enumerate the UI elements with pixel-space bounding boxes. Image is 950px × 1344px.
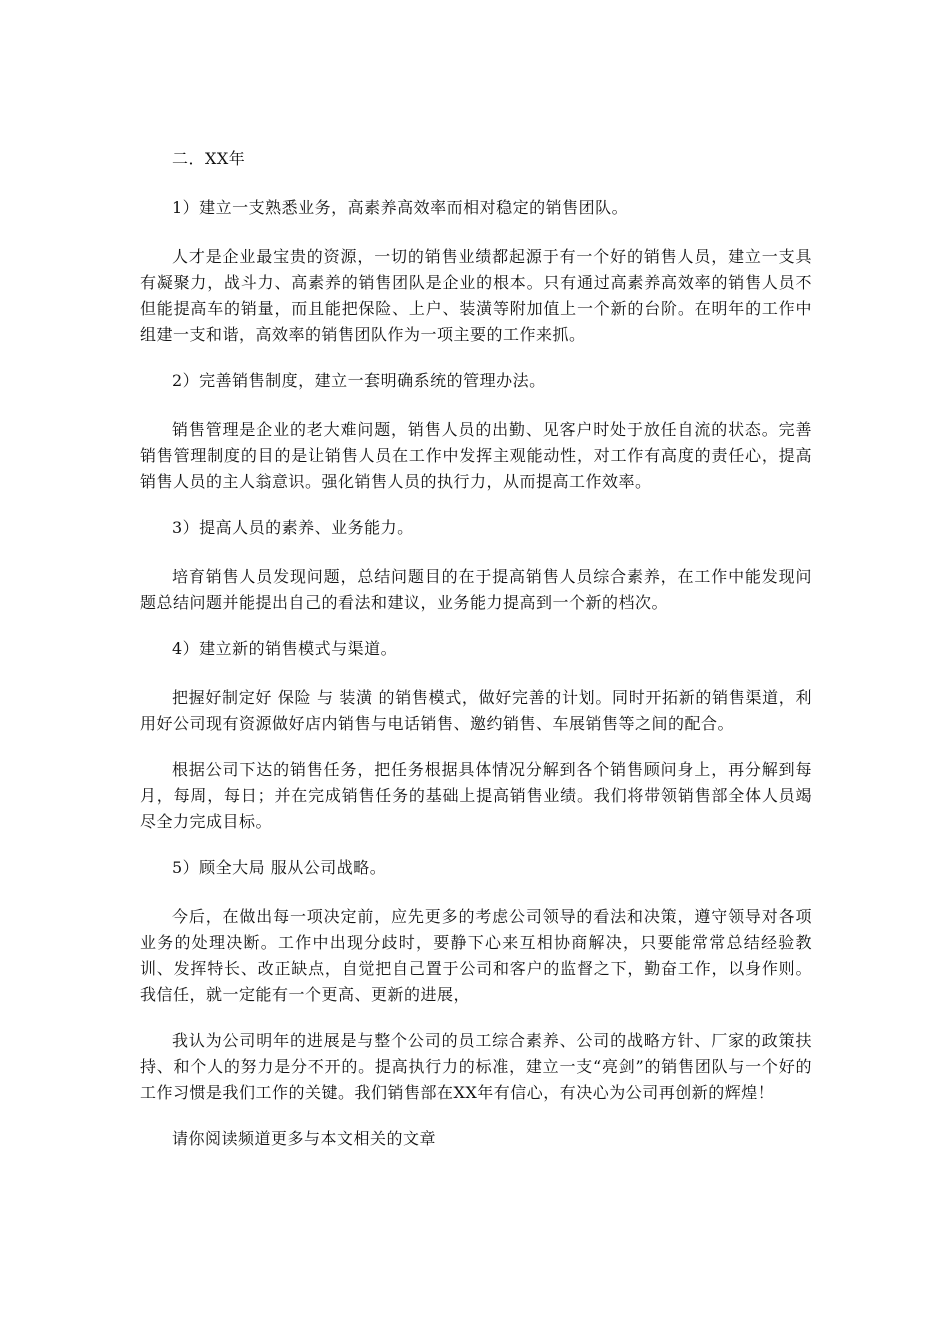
document-body — [140, 146, 812, 1172]
paragraph-management: 销售管理是企业的老大难问题，销售人员的出勤、见客户时处于放任自流的状态。完善销售管理制度的目的是让销售人员在工作中发挥主观能动性，对工作有高度的责任心，提高销售人员的主人翁意识。强化销售人员的执行力，从而提高工作效率。 — [140, 420, 812, 491]
paragraph-team: 人才是企业最宝贵的资源，一切的销售业绩都起源于有一个好的销售人员，建立一支具有凝聚力，战斗力、高素养的销售团队是企业的根本。只有通过高素养高效率的销售人员不但能提高车的销量，而且能把保险、上户、装潢等附加值上一个新的台阶。在明年的工作中组建一支和谐，高效率的销售团队作为一项主要的工作来抓。 — [140, 247, 812, 344]
subheading-3: 3）提高人员的素养、业务能力。 — [172, 518, 414, 537]
paragraph-sales-model: 把握好制定好 保险 与 装潢 的销售模式，做好完善的计划。同时开拓新的销售渠道，利用好公司现有资源做好店内销售与电话销售、邀约销售、车展销售等之间的配合。 — [140, 688, 812, 733]
subheading-1: 1）建立一支熟悉业务，高素养高效率而相对稳定的销售团队。 — [172, 198, 629, 217]
subheading-5: 5）顾全大局 服从公司战略。 — [172, 858, 387, 877]
section-heading: 二．XX年 — [172, 149, 246, 168]
paragraph-sales-tasks: 根据公司下达的销售任务，把任务根据具体情况分解到各个销售顾问身上，再分解到每月，每周，每日；并在完成销售任务的基础上提高销售业绩。我们将带领销售部全体人员竭尽全力完成目标。 — [140, 760, 812, 831]
paragraph-strategy: 今后，在做出每一项决定前，应先更多的考虑公司领导的看法和决策，遵守领导对各项业务的处理决断。工作中出现分歧时，要静下心来互相协商解决，只要能常常总结经验教训、发挥特长、改正缺点，自觉把自己置于公司和客户的监督之下，勤奋工作，以身作则。我信任，就一定能有一个更高、更新的进展， — [140, 907, 812, 1004]
subheading-4: 4）建立新的销售模式与渠道。 — [172, 639, 398, 658]
paragraph-training: 培育销售人员发现问题，总结问题目的在于提高销售人员综合素养，在工作中能发现问题总结问题并能提出自己的看法和建议，业务能力提高到一个新的档次。 — [140, 567, 812, 612]
paragraph-conclusion: 我认为公司明年的进展是与整个公司的员工综合素养、公司的战略方针、厂家的政策扶持、和个人的努力是分不开的。提高执行力的标准，建立一支“亮剑”的销售团队与一个好的工作习惯是我们工作的关键。我们销售部在XX年有信心，有决心为公司再创新的辉煌！ — [140, 1031, 812, 1102]
related-articles-text: 请你阅读频道更多与本文相关的文章 — [172, 1129, 437, 1148]
subheading-2: 2）完善销售制度，建立一套明确系统的管理办法。 — [172, 371, 546, 390]
